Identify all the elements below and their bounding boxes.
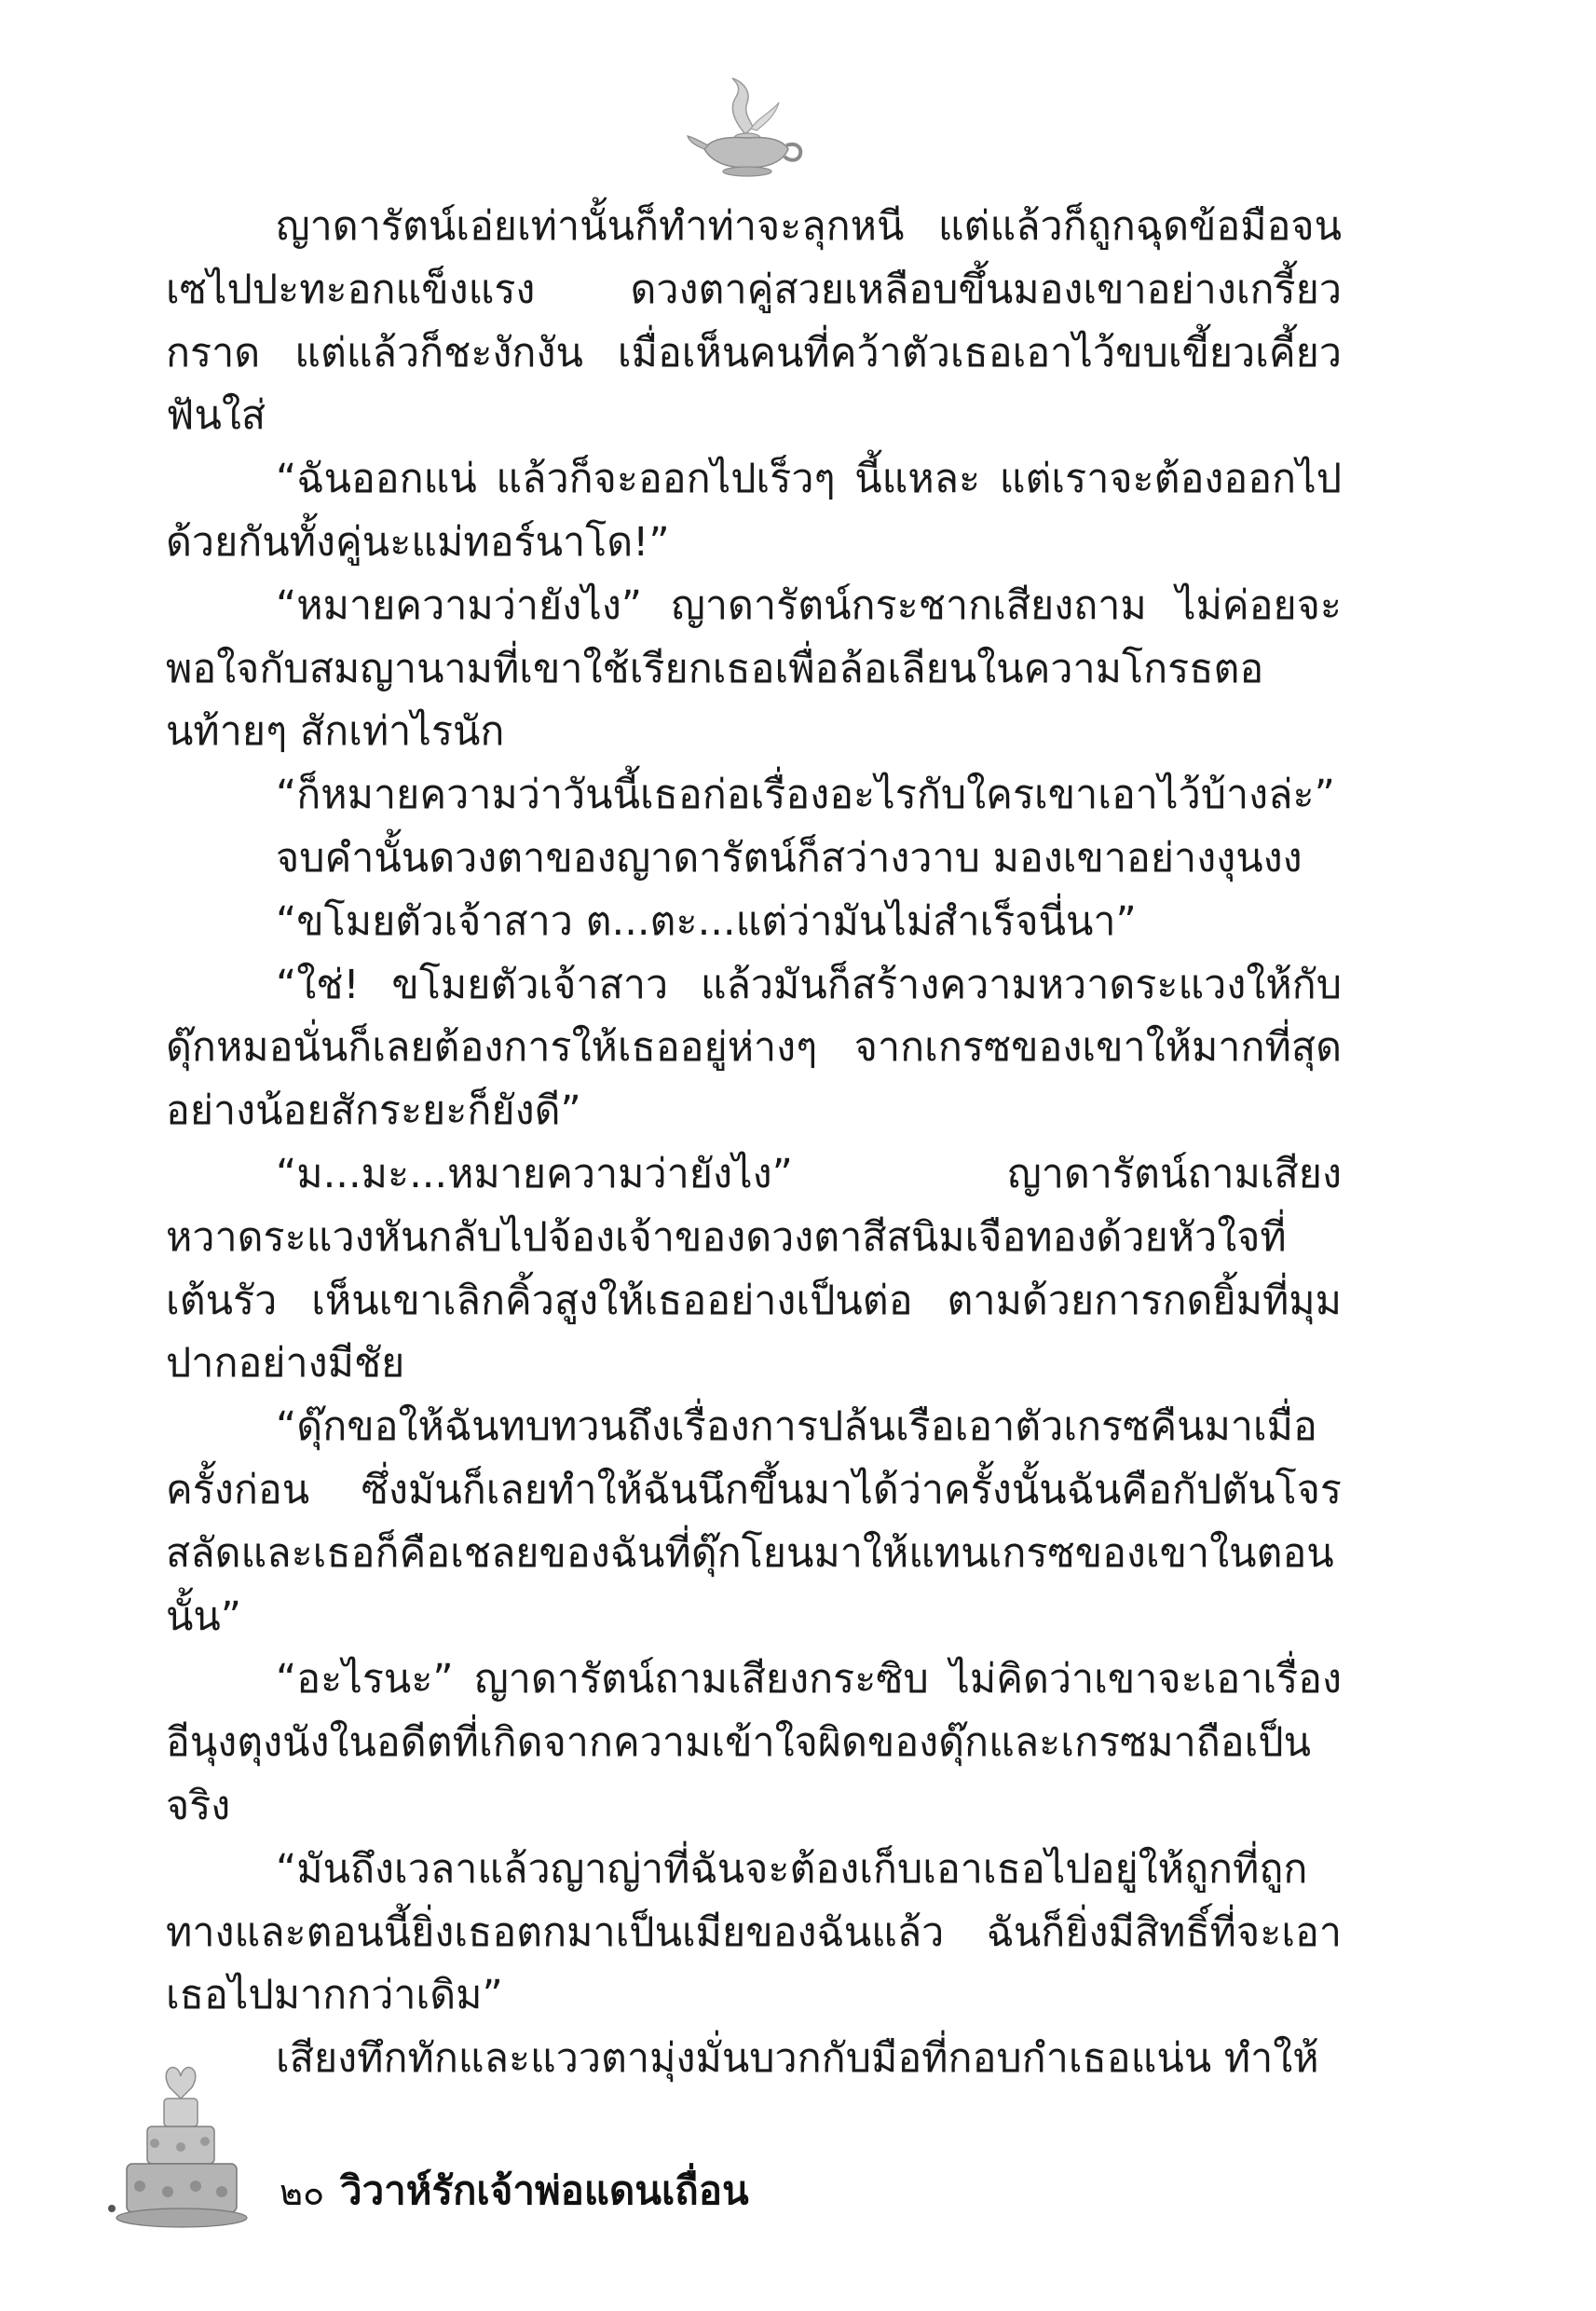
paragraph: “ฉันออกแน่ แล้วก็จะออกไปเร็วๆ นี้แหละ แต่เราจะต้องออกไปด้วยกันทั้งคู่นะแม่ทอร์นาโด!” bbox=[166, 456, 1342, 566]
paragraph: เสียงทึกทักและแววตามุ่งมั่นบวกกับมือที่กอบกำเธอแน่น ทำให้ bbox=[276, 2035, 1319, 2083]
paragraph: “ดุ๊กขอให้ฉันทบทวนถึงเรื่องการปล้นเรือเอาตัวเกรซคืนมาเมื่อครั้งก่อน ซึ่งมันก็เลยทำให้ฉันนึกขึ้นมาได้ว่าครั้งนั้นฉันคือกัปตันโจรสลัดและเธอก็คือเชลยของฉันที่ดุ๊กโยนมาให้แทนเกรซของเขาในตอนนั้น” bbox=[166, 1403, 1342, 1640]
page-number: ๒๐ bbox=[280, 2172, 325, 2213]
magic-lamp-icon bbox=[686, 76, 807, 179]
paragraph: จบคำนั้นดวงตาของญาดารัตน์ก็สว่างวาบ มองเขาอย่างงุนงง bbox=[276, 834, 1303, 882]
body-text bbox=[166, 196, 1342, 2091]
paragraph: “ม...มะ...หมายความว่ายังไง” ญาดารัตน์ถามเสียงหวาดระแวงหันกลับไปจ้องเจ้าของดวงตาสีสนิมเจือทองด้วยหัวใจที่เต้นรัว เห็นเขาเลิกคิ้วสูงให้เธออย่างเป็นต่อ ตามด้วยการกดยิ้มที่มุมปากอย่างมีชัย bbox=[166, 1150, 1342, 1388]
paragraph: “มันถึงเวลาแล้วญาญ่าที่ฉันจะต้องเก็บเอาเธอไปอยู่ให้ถูกที่ถูกทางและตอนนี้ยิ่งเธอตกมาเป็นเมียของฉันแล้ว ฉันก็ยิ่งมีสิทธิ์ที่จะเอาเธอไปมากกว่าเดิม” bbox=[166, 1845, 1342, 2019]
book-title: วิวาห์รักเจ้าพ่อแดนเถื่อน bbox=[340, 2167, 749, 2213]
page-footer bbox=[102, 2050, 848, 2236]
wedding-cake-icon bbox=[102, 2050, 261, 2236]
paragraph: “ใช่! ขโมยตัวเจ้าสาว แล้วมันก็สร้างความหวาดระแวงให้กับดุ๊กหมอนั่นก็เลยต้องการให้เธออยู่ห่างๆ จากเกรซของเขาให้มากที่สุดอย่างน้อยสักระยะก็ยังดี” bbox=[166, 961, 1342, 1135]
paragraph: “อะไรนะ” ญาดารัตน์ถามเสียงกระซิบ ไม่คิดว่าเขาจะเอาเรื่องอีนุงตุงนังในอดีตที่เกิดจากความเข้าใจผิดของดุ๊กและเกรซมาถือเป็นจริง bbox=[166, 1656, 1342, 1829]
paragraph: “ขโมยตัวเจ้าสาว ต...ตะ...แต่ว่ามันไม่สำเร็จนี่นา” bbox=[276, 897, 1137, 945]
paragraph: “ก็หมายความว่าวันนี้เธอก่อเรื่องอะไรกับใครเขาเอาไว้บ้างล่ะ” bbox=[276, 772, 1335, 819]
paragraph: ญาดารัตน์เอ่ยเท่านั้นก็ทำท่าจะลุกหนี แต่แล้วก็ถูกฉุดข้อมือจนเซไปปะทะอกแข็งแรง ดวงตาคู่สวยเหลือบขึ้นมองเขาอย่างเกรี้ยวกราด แต่แล้วก็ชะงักงัน เมื่อเห็นคนที่คว้าตัวเธอเอาไว้ขบเขี้ยวเคี้ยวฟันใส่ bbox=[166, 203, 1342, 440]
paragraph: “หมายความว่ายังไง” ญาดารัตน์กระชากเสียงถาม ไม่ค่อยจะพอใจกับสมญานามที่เขาใช้เรียกเธอเพื่อล้อเลียนในความโกรธตอนท้ายๆ สักเท่าไรนัก bbox=[166, 581, 1342, 756]
